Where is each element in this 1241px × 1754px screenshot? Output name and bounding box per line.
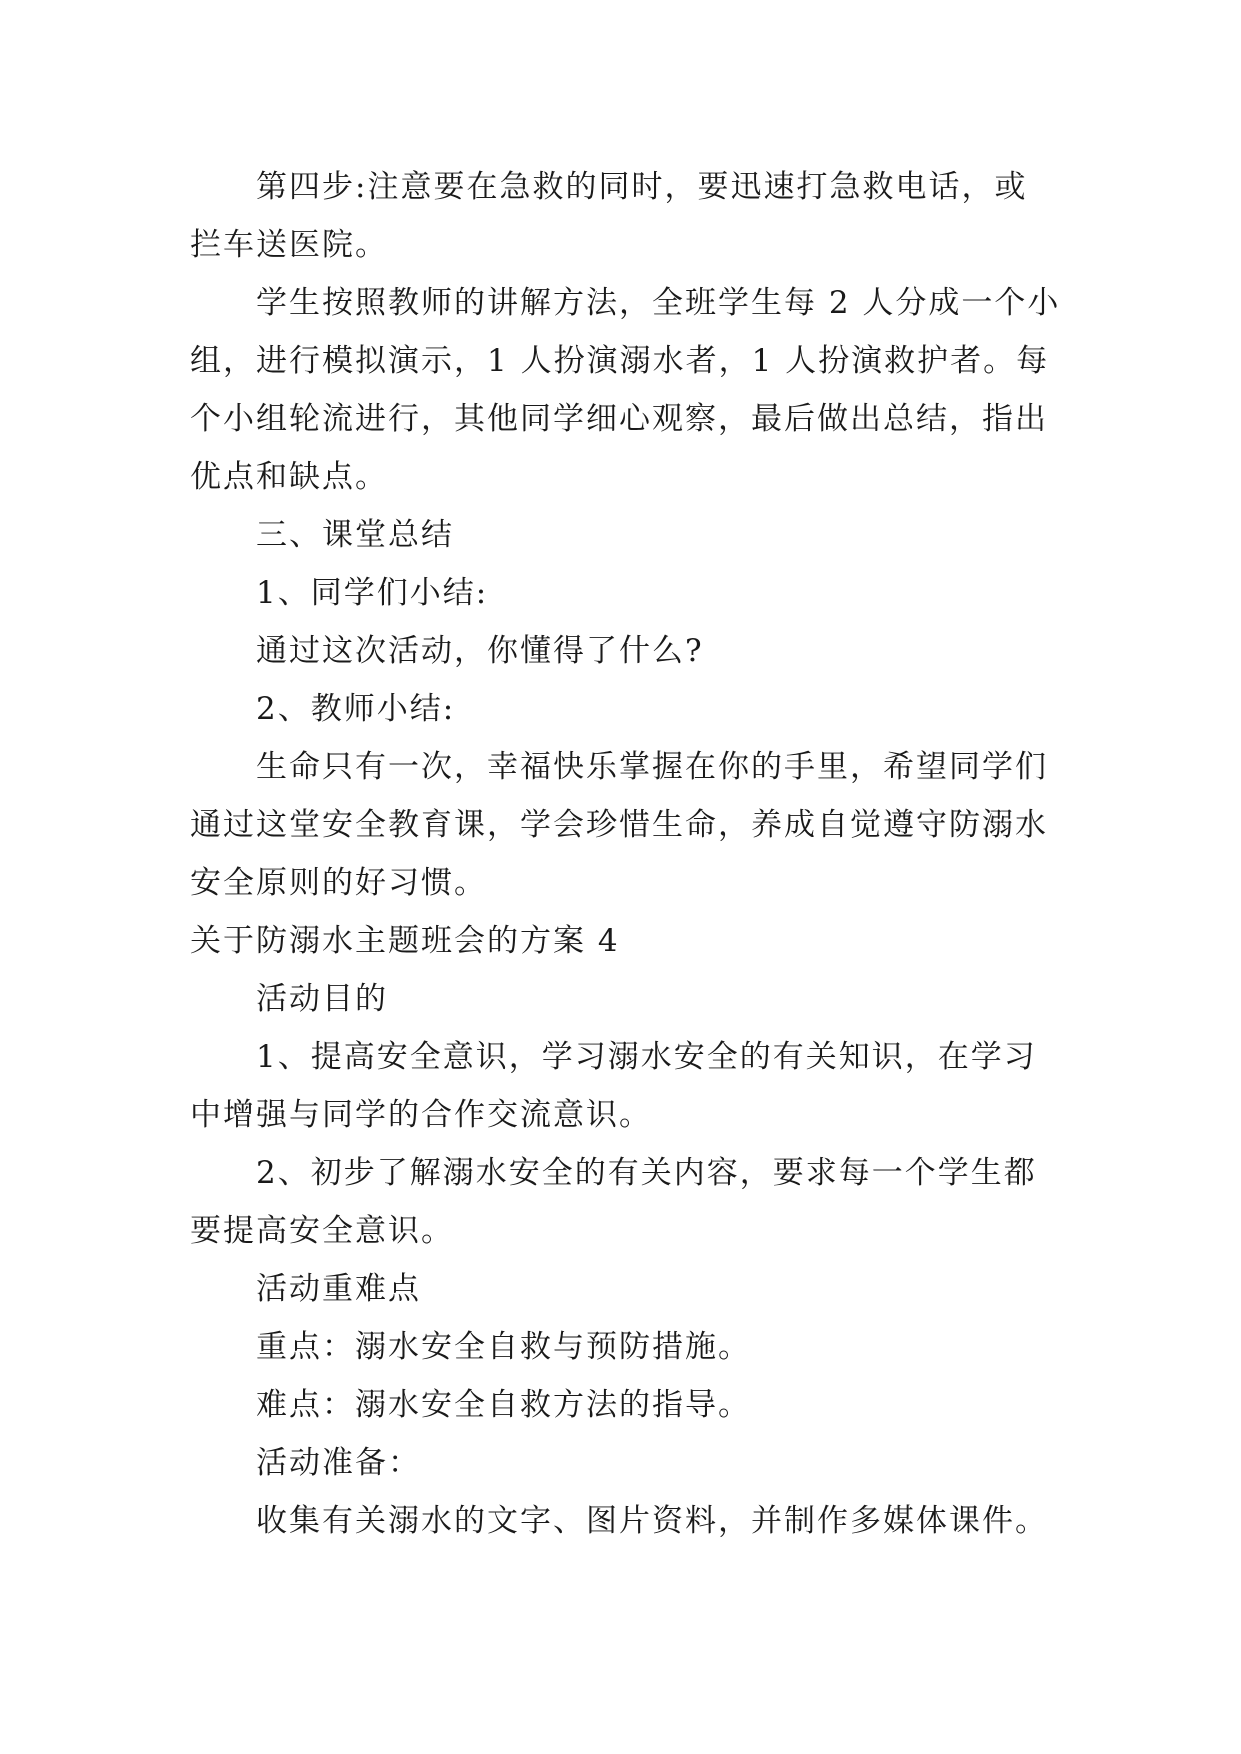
paragraph-line: 组，进行模拟演示，1 人扮演溺水者，1 人扮演救护者。每 xyxy=(190,343,1050,379)
document-section-title: 关于防溺水主题班会的方案 4 xyxy=(190,923,620,959)
document-body xyxy=(190,158,1061,1550)
paragraph-line: 个小组轮流进行，其他同学细心观察，最后做出总结，指出 xyxy=(190,401,1048,437)
paragraph-line: 优点和缺点。 xyxy=(190,459,388,495)
paragraph-line: 收集有关溺水的文字、图片资料，并制作多媒体课件。 xyxy=(256,1503,1048,1539)
paragraph-line: 通过这次活动，你懂得了什么? xyxy=(256,633,704,669)
paragraph-line: 中增强与同学的合作交流意识。 xyxy=(190,1097,652,1133)
paragraph-line: 难点：溺水安全自救方法的指导。 xyxy=(256,1387,751,1423)
section-heading: 活动目的 xyxy=(256,981,388,1017)
paragraph-line: 要提高安全意识。 xyxy=(190,1213,454,1249)
paragraph-line: 安全原则的好习惯。 xyxy=(190,865,487,901)
paragraph-line: 2、教师小结: xyxy=(256,691,456,727)
paragraph-line: 1、提高安全意识，学习溺水安全的有关知识，在学习 xyxy=(256,1039,1037,1075)
paragraph-line: 学生按照教师的讲解方法，全班学生每 2 人分成一个小 xyxy=(256,285,1061,321)
section-heading: 活动准备： xyxy=(256,1445,421,1481)
paragraph-line: 1、同学们小结: xyxy=(256,575,489,611)
section-heading: 三、课堂总结 xyxy=(256,517,454,553)
paragraph-line: 重点：溺水安全自救与预防措施。 xyxy=(256,1329,751,1365)
paragraph-line: 拦车送医院。 xyxy=(190,227,388,263)
paragraph-line: 通过这堂安全教育课，学会珍惜生命，养成自觉遵守防溺水 xyxy=(190,807,1048,843)
paragraph-line: 生命只有一次，幸福快乐掌握在你的手里，希望同学们 xyxy=(256,749,1048,785)
paragraph-line: 第四步:注意要在急救的同时，要迅速打急救电话，或 xyxy=(256,169,1028,205)
section-heading: 活动重难点 xyxy=(256,1271,421,1307)
paragraph-line: 2、初步了解溺水安全的有关内容，要求每一个学生都 xyxy=(256,1155,1037,1191)
